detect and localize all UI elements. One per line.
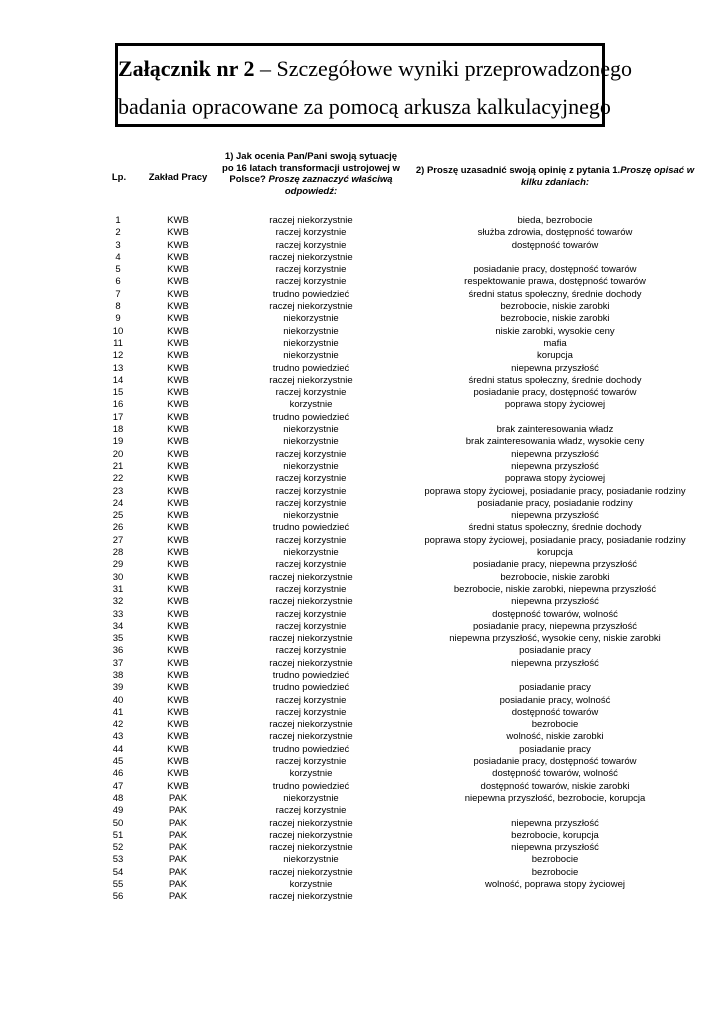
- cell-lp: 52: [112, 842, 124, 854]
- cell-lp: 11: [113, 337, 123, 349]
- cell-zaklad: KWB: [167, 301, 189, 313]
- table-row: [0, 670, 724, 682]
- cell-q1-answer: raczej niekorzystnie: [269, 633, 353, 645]
- cell-q2-answer: wolność, niskie zarobki: [506, 731, 604, 743]
- table-row: [0, 313, 724, 325]
- cell-q2-answer: niepewna przyszłość, wysokie ceny, niskie zarobki: [449, 633, 661, 645]
- table-row: [0, 522, 724, 534]
- cell-q2-answer: posiadanie pracy: [519, 645, 591, 657]
- table-row: [0, 707, 724, 719]
- cell-lp: 54: [112, 866, 124, 878]
- cell-zaklad: KWB: [167, 251, 189, 263]
- table-row: [0, 609, 724, 621]
- cell-q2-answer: niepewna przyszłość: [511, 460, 599, 472]
- cell-q1-answer: raczej niekorzystnie: [269, 891, 353, 903]
- table-row: [0, 854, 724, 866]
- cell-q2-answer: dostępność towarów: [511, 239, 599, 251]
- title-line-2: badania opracowane za pomocą arkusza kalkulacyjnego: [118, 94, 611, 119]
- title-box: [115, 43, 633, 127]
- cell-lp: 23: [112, 485, 124, 497]
- cell-zaklad: KWB: [167, 682, 189, 694]
- cell-q2-answer: średni status społeczny, średnie dochody: [468, 522, 642, 534]
- cell-q2-answer: bezrobocie, niskie zarobki: [500, 313, 610, 325]
- cell-lp: 7: [115, 288, 121, 300]
- cell-zaklad: KWB: [167, 694, 189, 706]
- cell-lp: 27: [112, 534, 124, 546]
- cell-zaklad: PAK: [168, 854, 188, 866]
- cell-q2-answer: poprawa stopy życiowej, posiadanie pracy, posiadanie rodziny: [424, 485, 686, 497]
- cell-q2-answer: niepewna przyszłość: [511, 510, 599, 522]
- cell-q2-answer: dostępność towarów, wolność: [492, 608, 618, 620]
- header-q1-italic: Proszę zaznaczyć właściwą odpowiedź:: [265, 174, 393, 197]
- cell-q2-answer: niepewna przyszłość: [511, 362, 599, 374]
- cell-zaklad: PAK: [168, 866, 188, 878]
- table-row: [0, 449, 724, 461]
- cell-q1-answer: trudno powiedzieć: [272, 411, 350, 423]
- table-row: [0, 363, 724, 375]
- cell-lp: 15: [112, 387, 124, 399]
- cell-q1-answer: raczej korzystnie: [275, 448, 347, 460]
- cell-lp: 42: [112, 719, 124, 731]
- cell-lp: 16: [112, 399, 124, 411]
- cell-q1-answer: raczej niekorzystnie: [269, 731, 353, 743]
- cell-q1-answer: raczej niekorzystnie: [269, 817, 353, 829]
- table-row: [0, 682, 724, 694]
- table-row: [0, 227, 724, 239]
- cell-q2-answer: respektowanie prawa, dostępność towarów: [464, 276, 646, 288]
- cell-zaklad: KWB: [167, 239, 189, 251]
- cell-lp: 34: [112, 620, 124, 632]
- cell-q1-answer: raczej niekorzystnie: [269, 596, 353, 608]
- cell-lp: 4: [115, 251, 121, 263]
- cell-q1-answer: raczej korzystnie: [275, 534, 347, 546]
- table-row: [0, 436, 724, 448]
- cell-lp: 56: [112, 891, 124, 903]
- cell-zaklad: KWB: [167, 411, 189, 423]
- cell-zaklad: KWB: [167, 583, 189, 595]
- cell-zaklad: KWB: [167, 264, 189, 276]
- table-row: [0, 621, 724, 633]
- cell-lp: 9: [115, 313, 121, 325]
- cell-q2-answer: brak zainteresowania władz: [496, 424, 614, 436]
- cell-lp: 14: [112, 374, 124, 386]
- table-row: [0, 424, 724, 436]
- cell-q1-answer: trudno powiedzieć: [272, 669, 350, 681]
- cell-zaklad: PAK: [168, 891, 188, 903]
- cell-zaklad: KWB: [167, 448, 189, 460]
- cell-q2-answer: brak zainteresowania władz, wysokie ceny: [465, 436, 645, 448]
- cell-q2-answer: niepewna przyszłość: [511, 596, 599, 608]
- cell-zaklad: KWB: [167, 645, 189, 657]
- table-row: [0, 781, 724, 793]
- cell-zaklad: KWB: [167, 559, 189, 571]
- cell-q1-answer: niekorzystnie: [283, 854, 339, 866]
- cell-q2-answer: posiadanie pracy, niepewna przyszłość: [472, 620, 638, 632]
- cell-lp: 13: [112, 362, 124, 374]
- table-row: [0, 731, 724, 743]
- cell-q1-answer: raczej korzystnie: [275, 485, 347, 497]
- cell-lp: 53: [112, 854, 124, 866]
- table-row: [0, 559, 724, 571]
- title-rest: – Szczegółowe wyniki przeprowadzonego: [254, 56, 633, 81]
- cell-lp: 19: [112, 436, 124, 448]
- title-line-1: [118, 56, 633, 82]
- cell-zaklad: PAK: [168, 879, 188, 891]
- cell-zaklad: PAK: [168, 792, 188, 804]
- cell-zaklad: KWB: [167, 768, 189, 780]
- cell-zaklad: KWB: [167, 473, 189, 485]
- cell-lp: 49: [112, 805, 124, 817]
- cell-lp: 31: [112, 583, 124, 595]
- table-row: [0, 756, 724, 768]
- cell-zaklad: KWB: [167, 460, 189, 472]
- cell-q1-answer: raczej korzystnie: [275, 276, 347, 288]
- cell-zaklad: PAK: [168, 842, 188, 854]
- cell-q1-answer: raczej korzystnie: [275, 645, 347, 657]
- cell-zaklad: KWB: [167, 227, 189, 239]
- table-row: [0, 510, 724, 522]
- cell-q2-answer: bezrobocie, niskie zarobki: [500, 301, 610, 313]
- table-row: [0, 658, 724, 670]
- cell-q1-answer: raczej niekorzystnie: [269, 251, 353, 263]
- cell-q2-answer: korupcja: [537, 547, 573, 559]
- cell-zaklad: KWB: [167, 706, 189, 718]
- cell-zaklad: KWB: [167, 436, 189, 448]
- header-zaklad: Zakład Pracy: [148, 172, 208, 183]
- cell-zaklad: KWB: [167, 215, 189, 226]
- cell-q1-answer: raczej niekorzystnie: [269, 374, 353, 386]
- cell-zaklad: KWB: [167, 620, 189, 632]
- cell-q2-answer: posiadanie pracy: [519, 682, 591, 694]
- cell-lp: 22: [112, 473, 124, 485]
- cell-lp: 47: [112, 780, 124, 792]
- table-row: [0, 842, 724, 854]
- cell-q1-answer: trudno powiedzieć: [272, 743, 350, 755]
- table-row: [0, 350, 724, 362]
- table-row: [0, 547, 724, 559]
- cell-q2-answer: niskie zarobki, wysokie ceny: [495, 325, 615, 337]
- table-row: [0, 867, 724, 879]
- cell-q1-answer: raczej niekorzystnie: [269, 657, 353, 669]
- cell-lp: 50: [112, 817, 124, 829]
- cell-zaklad: KWB: [167, 325, 189, 337]
- cell-zaklad: KWB: [167, 288, 189, 300]
- cell-lp: 46: [112, 768, 124, 780]
- cell-lp: 21: [112, 460, 124, 472]
- cell-q1-answer: niekorzystnie: [283, 547, 339, 559]
- cell-q2-answer: posiadanie pracy: [519, 743, 591, 755]
- table-row: [0, 719, 724, 731]
- cell-lp: 55: [112, 879, 124, 891]
- cell-lp: 29: [112, 559, 124, 571]
- table-row: [0, 289, 724, 301]
- cell-zaklad: KWB: [167, 522, 189, 534]
- cell-zaklad: KWB: [167, 424, 189, 436]
- cell-zaklad: KWB: [167, 743, 189, 755]
- cell-lp: 6: [115, 276, 121, 288]
- cell-q2-answer: wolność, poprawa stopy życiowej: [485, 879, 625, 891]
- cell-q2-answer: niepewna przyszłość, bezrobocie, korupcja: [464, 792, 646, 804]
- cell-q1-answer: raczej niekorzystnie: [269, 215, 353, 226]
- cell-q2-answer: niepewna przyszłość: [511, 448, 599, 460]
- cell-q2-answer: poprawa stopy życiowej: [504, 399, 606, 411]
- table-row: [0, 412, 724, 424]
- table-row: [0, 301, 724, 313]
- cell-q1-answer: raczej korzystnie: [275, 264, 347, 276]
- cell-q1-answer: niekorzystnie: [283, 350, 339, 362]
- table-row: [0, 326, 724, 338]
- cell-q1-answer: raczej korzystnie: [275, 694, 347, 706]
- cell-q2-answer: średni status społeczny, średnie dochody: [468, 374, 642, 386]
- table-row: [0, 633, 724, 645]
- cell-zaklad: KWB: [167, 313, 189, 325]
- cell-zaklad: KWB: [167, 374, 189, 386]
- cell-q2-answer: niepewna przyszłość: [511, 657, 599, 669]
- cell-q2-answer: posiadanie pracy, niepewna przyszłość: [472, 559, 638, 571]
- cell-q2-answer: dostępność towarów: [511, 706, 599, 718]
- table-row: [0, 805, 724, 817]
- cell-zaklad: KWB: [167, 657, 189, 669]
- cell-q1-answer: raczej korzystnie: [275, 559, 347, 571]
- cell-lp: 18: [112, 424, 124, 436]
- cell-q2-answer: posiadanie pracy, dostępność towarów: [473, 387, 637, 399]
- cell-lp: 28: [112, 547, 124, 559]
- table-row: [0, 818, 724, 830]
- cell-q2-answer: posiadanie pracy, posiadanie rodziny: [477, 497, 633, 509]
- cell-zaklad: KWB: [167, 571, 189, 583]
- cell-zaklad: KWB: [167, 534, 189, 546]
- table-row: [0, 744, 724, 756]
- title-bold: Załącznik nr 2: [118, 56, 255, 81]
- cell-q1-answer: raczej korzystnie: [275, 805, 347, 817]
- table-row: [0, 830, 724, 842]
- cell-lp: 2: [115, 227, 121, 239]
- cell-lp: 30: [112, 571, 124, 583]
- cell-q1-answer: niekorzystnie: [283, 313, 339, 325]
- table-row: [0, 879, 724, 891]
- table-row: [0, 596, 724, 608]
- cell-lp: 25: [112, 510, 124, 522]
- cell-zaklad: KWB: [167, 399, 189, 411]
- cell-q2-answer: bezrobocie, niskie zarobki: [500, 571, 610, 583]
- cell-zaklad: KWB: [167, 387, 189, 399]
- cell-q1-answer: raczej korzystnie: [275, 620, 347, 632]
- cell-q1-answer: niekorzystnie: [283, 337, 339, 349]
- cell-q2-answer: bezrobocie: [531, 854, 579, 866]
- cell-q1-answer: raczej niekorzystnie: [269, 842, 353, 854]
- cell-zaklad: KWB: [167, 497, 189, 509]
- header-lp: Lp.: [111, 172, 127, 183]
- table-row: [0, 215, 724, 227]
- cell-lp: 35: [112, 633, 124, 645]
- cell-q2-answer: poprawa stopy życiowej, posiadanie pracy, posiadanie rodziny: [424, 534, 686, 546]
- table-row: [0, 535, 724, 547]
- cell-lp: 5: [115, 264, 121, 276]
- cell-q1-answer: niekorzystnie: [283, 325, 339, 337]
- cell-zaklad: KWB: [167, 510, 189, 522]
- cell-q1-answer: raczej niekorzystnie: [269, 301, 353, 313]
- cell-q2-answer: średni status społeczny, średnie dochody: [468, 288, 642, 300]
- cell-lp: 24: [112, 497, 124, 509]
- cell-lp: 41: [112, 706, 124, 718]
- cell-zaklad: KWB: [167, 596, 189, 608]
- cell-q1-answer: niekorzystnie: [283, 792, 339, 804]
- table-row: [0, 584, 724, 596]
- cell-zaklad: KWB: [167, 731, 189, 743]
- cell-q1-answer: raczej korzystnie: [275, 239, 347, 251]
- table-row: [0, 768, 724, 780]
- cell-q2-answer: korupcja: [537, 350, 573, 362]
- cell-q1-answer: trudno powiedzieć: [272, 522, 350, 534]
- cell-q1-answer: raczej korzystnie: [275, 608, 347, 620]
- table-row: [0, 473, 724, 485]
- cell-q1-answer: niekorzystnie: [283, 510, 339, 522]
- cell-q2-answer: służba zdrowia, dostępność towarów: [477, 227, 633, 239]
- cell-q1-answer: korzystnie: [289, 768, 333, 780]
- cell-q1-answer: raczej korzystnie: [275, 583, 347, 595]
- cell-lp: 8: [115, 301, 121, 313]
- cell-q1-answer: raczej niekorzystnie: [269, 866, 353, 878]
- cell-lp: 12: [112, 350, 124, 362]
- cell-lp: 45: [112, 756, 124, 768]
- cell-q2-answer: dostępność towarów, niskie zarobki: [480, 780, 630, 792]
- cell-zaklad: KWB: [167, 362, 189, 374]
- results-table: [0, 215, 724, 904]
- table-row: [0, 338, 724, 350]
- cell-zaklad: KWB: [167, 547, 189, 559]
- table-row: [0, 276, 724, 288]
- cell-lp: 33: [112, 608, 124, 620]
- cell-zaklad: KWB: [167, 485, 189, 497]
- header-question-1: [222, 151, 400, 197]
- cell-q1-answer: niekorzystnie: [283, 424, 339, 436]
- cell-q1-answer: korzystnie: [289, 399, 333, 411]
- table-row: [0, 645, 724, 657]
- table-row: [0, 486, 724, 498]
- cell-q1-answer: raczej korzystnie: [275, 227, 347, 239]
- cell-q2-answer: posiadanie pracy, dostępność towarów: [473, 756, 637, 768]
- cell-q2-answer: bezrobocie, korupcja: [511, 829, 599, 841]
- cell-q1-answer: raczej korzystnie: [275, 706, 347, 718]
- table-row: [0, 399, 724, 411]
- table-row: [0, 240, 724, 252]
- cell-zaklad: KWB: [167, 350, 189, 362]
- cell-lp: 38: [112, 669, 124, 681]
- cell-zaklad: KWB: [167, 719, 189, 731]
- cell-q1-answer: raczej korzystnie: [275, 756, 347, 768]
- header-question-2: [405, 165, 705, 188]
- cell-zaklad: PAK: [168, 829, 188, 841]
- cell-q2-answer: poprawa stopy życiowej: [504, 473, 606, 485]
- cell-zaklad: KWB: [167, 669, 189, 681]
- cell-q1-answer: trudno powiedzieć: [272, 288, 350, 300]
- cell-zaklad: KWB: [167, 780, 189, 792]
- cell-zaklad: KWB: [167, 337, 189, 349]
- cell-zaklad: KWB: [167, 756, 189, 768]
- cell-q2-answer: niepewna przyszłość: [511, 842, 599, 854]
- cell-q1-answer: raczej korzystnie: [275, 387, 347, 399]
- table-row: [0, 572, 724, 584]
- cell-lp: 17: [112, 411, 124, 423]
- cell-zaklad: KWB: [167, 633, 189, 645]
- cell-q2-answer: bezrobocie, niskie zarobki, niepewna przyszłość: [453, 583, 657, 595]
- cell-q2-answer: posiadanie pracy, dostępność towarów: [473, 264, 637, 276]
- table-row: [0, 387, 724, 399]
- cell-lp: 1: [115, 215, 121, 226]
- cell-zaklad: KWB: [167, 608, 189, 620]
- table-row: [0, 891, 724, 903]
- cell-q1-answer: raczej korzystnie: [275, 497, 347, 509]
- cell-q1-answer: raczej niekorzystnie: [269, 719, 353, 731]
- table-row: [0, 498, 724, 510]
- cell-lp: 48: [112, 792, 124, 804]
- table-row: [0, 695, 724, 707]
- cell-lp: 26: [112, 522, 124, 534]
- cell-q1-answer: korzystnie: [289, 879, 333, 891]
- cell-q1-answer: trudno powiedzieć: [272, 362, 350, 374]
- header-q2-main: 2) Proszę uzasadnić swoją opinię z pytania 1.: [415, 165, 621, 176]
- table-row: [0, 461, 724, 473]
- cell-q1-answer: trudno powiedzieć: [272, 780, 350, 792]
- cell-zaklad: PAK: [168, 817, 188, 829]
- cell-q2-answer: bezrobocie: [531, 866, 579, 878]
- cell-q1-answer: raczej korzystnie: [275, 473, 347, 485]
- cell-q1-answer: raczej niekorzystnie: [269, 571, 353, 583]
- cell-q2-answer: mafia: [543, 337, 567, 349]
- cell-lp: 44: [112, 743, 124, 755]
- cell-zaklad: PAK: [168, 805, 188, 817]
- cell-lp: 39: [112, 682, 124, 694]
- cell-lp: 32: [112, 596, 124, 608]
- cell-q2-answer: bieda, bezrobocie: [517, 215, 593, 226]
- cell-lp: 36: [112, 645, 124, 657]
- table-row: [0, 264, 724, 276]
- cell-q2-answer: dostępność towarów, wolność: [492, 768, 618, 780]
- cell-q2-answer: bezrobocie: [531, 719, 579, 731]
- table-row: [0, 252, 724, 264]
- cell-q2-answer: niepewna przyszłość: [511, 817, 599, 829]
- cell-q2-answer: posiadanie pracy, wolność: [499, 694, 611, 706]
- cell-lp: 3: [115, 239, 121, 251]
- header-q2-italic: Proszę opisać w kilku zdaniach:: [520, 165, 695, 188]
- cell-lp: 10: [112, 325, 124, 337]
- table-row: [0, 375, 724, 387]
- cell-lp: 51: [112, 829, 124, 841]
- table-row: [0, 793, 724, 805]
- cell-lp: 20: [112, 448, 124, 460]
- cell-lp: 37: [112, 657, 124, 669]
- cell-zaklad: KWB: [167, 276, 189, 288]
- cell-lp: 43: [112, 731, 124, 743]
- cell-lp: 40: [112, 694, 124, 706]
- cell-q1-answer: trudno powiedzieć: [272, 682, 350, 694]
- cell-q1-answer: niekorzystnie: [283, 436, 339, 448]
- cell-q1-answer: niekorzystnie: [283, 460, 339, 472]
- header-q1-main: 1) Jak ocenia Pan/Pani swoją sytuację po 16 latach transformacji ustrojowej w Polsce?: [222, 151, 400, 185]
- cell-q1-answer: raczej niekorzystnie: [269, 829, 353, 841]
